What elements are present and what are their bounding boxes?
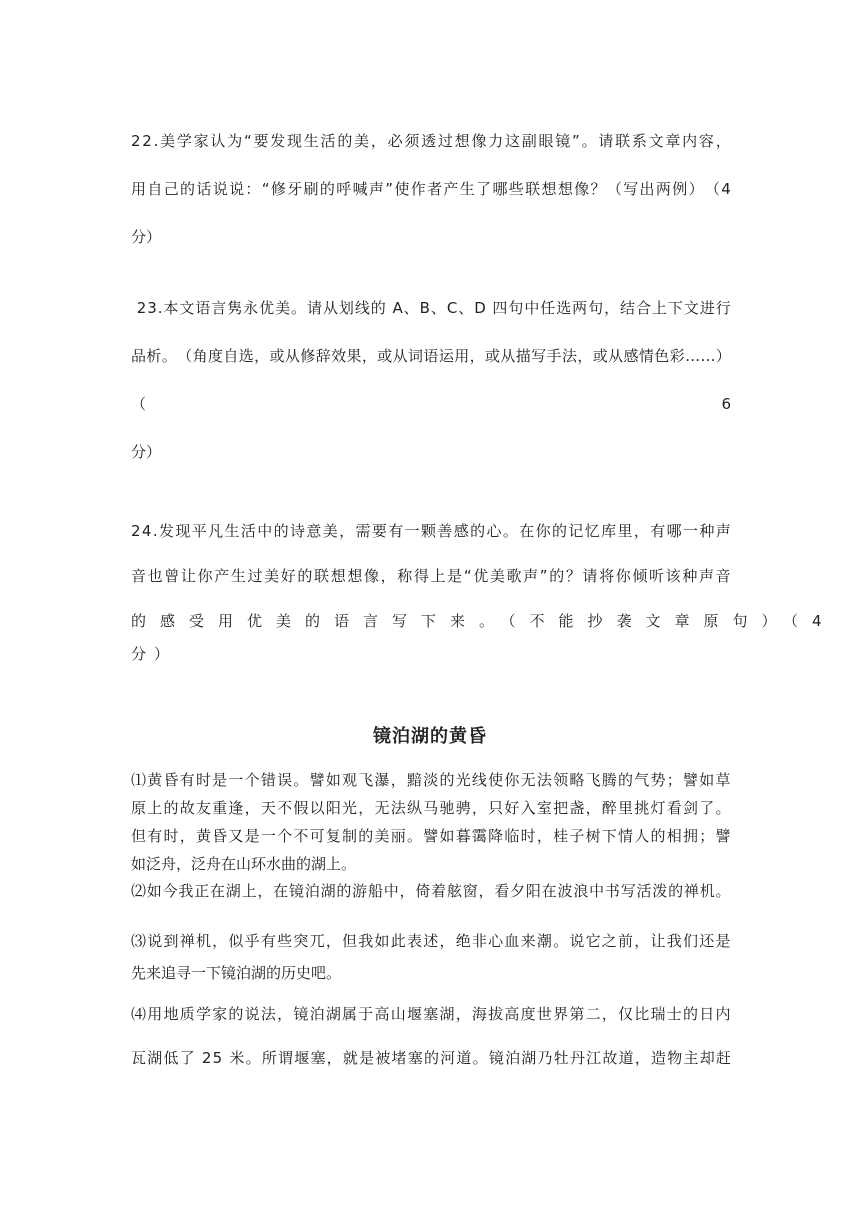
paragraph-line: 先来追寻一下镜泊湖的历史吧。 (131, 964, 342, 982)
question-24 (131, 509, 836, 664)
question-23-line: 品 析 。 （ 角 度 自 选 ， 或 从 修 辞 效 果 ， 或 从 词 语 运 用 ， 或 从 描 写 手 法 ， 或 从 感 情 色 彩 … … ） (131, 347, 731, 365)
question-22-line: 2 2 . 美 学 家 认 为 “ 要 发 现 生 活 的 美 ， 必 须 透 过 想 像 力 这 副 眼 镜 ” 。 请 联 系 文 章 内 容 ， (131, 132, 731, 150)
score-open-paren: （ (131, 395, 147, 413)
article-paragraph-1 (131, 766, 731, 878)
question-23-line: 分） (131, 443, 162, 461)
score-value: 6 (721, 395, 731, 413)
paragraph-line: 瓦 湖 低 了 2 5 米 。 所 谓 堰 塞 ， 就 是 被 堵 塞 的 河 道 。 镜 泊 湖 乃 牡 丹 江 故 道 ， 造 物 主 却 赶 (131, 1049, 731, 1067)
question-24-line: 分） (131, 645, 178, 663)
question-22 (131, 117, 731, 261)
question-24-line: 的感受用优美的语言写下来。（不能抄袭文章原句）（4 (131, 612, 836, 630)
paragraph-line: ⑶ 说 到 禅 机 ， 似 乎 有 些 突 兀 ， 但 我 如 此 表 述 ， 绝 非 心 血 来 潮 。 说 它 之 前 ， 让 我 们 还 是 (131, 932, 731, 950)
paragraph-line: ⑴ 黄 昏 有 时 是 一 个 错 误 。 譬 如 观 飞 瀑 ， 黯 淡 的 光 线 使 你 无 法 领 略 飞 腾 的 气 势 ； 譬 如 草 (131, 771, 731, 789)
article-title: 镜泊湖的黄昏 (373, 726, 487, 747)
question-23-line (131, 380, 731, 428)
article-paragraph-4 (131, 992, 731, 1080)
question-22-line: 分） (131, 228, 162, 246)
article-paragraph-2 (131, 877, 731, 905)
article-paragraph-3 (131, 925, 731, 989)
question-23-line: 2 3 . 本 文 语 言 隽 永 优 美 。 请 从 划 线 的 A 、 B 、 C 、 D 四 句 中 任 选 两 句 ， 结 合 上 下 文 进 行 (136, 299, 731, 317)
question-24-line: 2 4 . 发 现 平 凡 生 活 中 的 诗 意 美 ， 需 要 有 一 颗 善 感 的 心 。 在 你 的 记 忆 库 里 ， 有 哪 一 种 声 (131, 522, 731, 540)
paragraph-line: 但 有 时 ， 黄 昏 又 是 一 个 不 可 复 制 的 美 丽 。 譬 如 暮 霭 降 临 时 ， 桂 子 树 下 情 人 的 相 拥 ； 譬 (131, 827, 731, 845)
question-22-line: 用 自 己 的 话 说 说 ： “ 修 牙 刷 的 呼 喊 声 ” 使 作 者 产 生 了 哪 些 联 想 想 像 ？ （ 写 出 两 例 ） （ 4 (131, 180, 731, 198)
paragraph-line: 如泛舟，泛舟在山环水曲的湖上。 (131, 855, 357, 873)
question-23 (131, 284, 731, 476)
question-24-line: 音 也 曾 让 你 产 生 过 美 好 的 联 想 想 像 ， 称 得 上 是 “ 优 美 歌 声 ” 的 ？ 请 将 你 倾 听 该 种 声 音 (131, 567, 731, 585)
paragraph-line: ⑵ 如 今 我 正 在 湖 上 ， 在 镜 泊 湖 的 游 船 中 ， 倚 着 舷 窗 ， 看 夕 阳 在 波 浪 中 书 写 活 泼 的 禅 机 。 (131, 882, 731, 900)
paragraph-line: 原 上 的 故 友 重 逢 ， 天 不 假 以 阳 光 ， 无 法 纵 马 驰 骋 ， 只 好 入 室 把 盏 ， 醉 里 挑 灯 看 剑 了 。 (131, 799, 731, 817)
paragraph-line: ⑷ 用 地 质 学 家 的 说 法 ， 镜 泊 湖 属 于 高 山 堰 塞 湖 ， 海 拔 高 度 世 界 第 二 ， 仅 比 瑞 士 的 日 内 (131, 1005, 731, 1023)
